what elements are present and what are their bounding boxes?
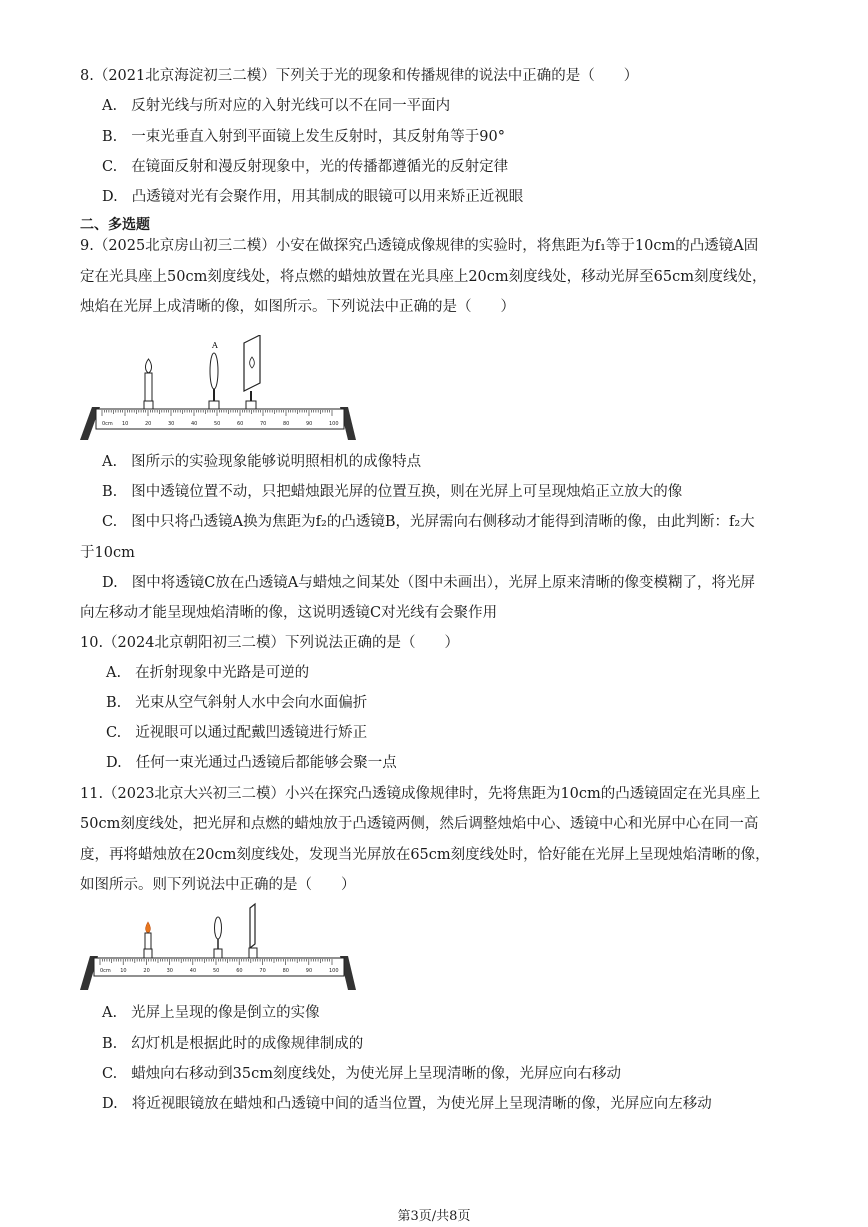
lens-label: A [212,341,218,350]
option-label: B. [106,695,122,711]
q9-stem-line3: 烛焰在光屏上成清晰的像，如图所示。下列说法中正确的是（ ） [80,299,515,315]
option-label: A. [106,665,122,681]
q8-option-b [102,127,505,147]
option-label: C. [102,514,118,530]
ruler-tick-label: 30 [166,968,173,974]
ruler-tick-label: 60 [236,968,243,974]
option-label: C. [102,1066,118,1082]
option-label: A. [102,454,118,470]
q9-stem-line2: 定在光具座上50cm刻度线处，将点燃的蜡烛放置在光具座上20cm刻度线处，移动光屏至65cm刻度线处， [80,269,767,285]
option-label: D. [106,755,122,771]
option-text: 图所示的实验现象能够说明照相机的成像特点 [131,454,422,470]
ruler-tick-label: 100 [329,421,339,427]
q11-stem-line2: 50cm刻度线处，把光屏和点燃的蜡烛放于凸透镜两侧，然后调整烛焰中心、透镜中心和光屏中心在同一高 [80,816,759,832]
ruler-tick-label: 0cm [102,421,113,427]
option-text: 近视眼可以通过配戴凹透镜进行矫正 [135,725,368,741]
q8-option-c [102,157,508,177]
q9-option-d-continued: 向左移动才能呈现烛焰清晰的像，这说明透镜C对光线有会聚作用 [80,605,498,621]
ruler-tick-label: 60 [237,421,244,427]
ruler-tick-label: 50 [213,968,220,974]
q10-option-c [106,723,367,743]
q11-option-a [102,1003,320,1023]
candle [144,922,152,958]
q9-option-c [102,512,755,532]
option-text: 图中将透镜C放在凸透镜A与蜡烛之间某处（图中未画出），光屏上原来清晰的像变模糊了，将光屏 [131,575,756,591]
q8-stem: 8.（2021北京海淀初三二模）下列关于光的现象和传播规律的说法中正确的是（ ） [80,68,639,84]
q10-option-b [106,693,367,713]
option-text: 在镜面反射和漫反射现象中，光的传播都遵循光的反射定律 [131,159,509,175]
q9-optical-bench-diagram [78,335,356,445]
option-text: 图中透镜位置不动，只把蜡烛跟光屏的位置互换，则在光屏上可呈现烛焰正立放大的像 [131,484,683,500]
option-text: 反射光线与所对应的入射光线可以不在同一平面内 [131,98,451,114]
option-text: 幻灯机是根据此时的成像规律制成的 [131,1036,364,1052]
ruler-tick-label: 0cm [100,968,111,974]
q11-optical-bench-diagram [78,900,356,994]
q9-stem-line1: 9.（2025北京房山初三二模）小安在做探究凸透镜成像规律的实验时，将焦距为f₁等于10cm的凸透镜A固 [80,238,759,254]
ruler-tick-label: 80 [283,421,290,427]
option-label: B. [102,1036,118,1052]
option-text: 图中只将凸透镜A换为焦距为f₂的凸透镜B，光屏需向右侧移动才能得到清晰的像，由此判断：f₂大 [131,514,755,530]
ruler-tick-label: 70 [260,421,267,427]
ruler-tick-label: 80 [282,968,289,974]
option-label: C. [106,725,122,741]
page-number: 第3页/共8页 [397,1209,471,1224]
q11-stem-line3: 度，再将蜡烛放在20cm刻度线处，发现当光屏放在65cm刻度线处时，恰好能在光屏上呈现烛焰清晰的像， [80,847,770,863]
option-label: C. [102,159,118,175]
q11-option-c [102,1064,621,1084]
ruler-tick-label: 40 [191,421,198,427]
light-screen [249,904,257,958]
ruler-tick-label: 70 [259,968,266,974]
q10-stem: 10.（2024北京朝阳初三二模）下列说法正确的是（ ） [80,635,459,651]
section-heading: 二、多选题 [80,217,150,233]
q9-option-d [102,573,755,593]
option-label: D. [102,575,118,591]
q9-option-b [102,482,682,502]
ruler-tick-label: 10 [120,968,127,974]
q9-option-a [102,452,421,472]
option-text: 在折射现象中光路是可逆的 [135,665,310,681]
ruler-tick-label: 90 [305,968,313,974]
candle [144,359,153,409]
option-text: 任何一束光通过凸透镜后都能够会聚一点 [135,755,397,771]
option-text: 光束从空气斜射人水中会向水面偏折 [135,695,368,711]
q11-option-d [102,1094,712,1114]
option-text: 将近视眼镜放在蜡烛和凸透镜中间的适当位置，为使光屏上呈现清晰的像，光屏应向左移动 [131,1096,712,1112]
option-text: 一束光垂直入射到平面镜上发生反射时，其反射角等于90° [131,129,505,145]
ruler-tick-label: 50 [214,421,221,427]
ruler-tick-label: 30 [168,421,175,427]
q10-option-d [106,753,397,773]
ruler-tick-label: 40 [189,968,197,974]
ruler-tick-label: 20 [143,968,150,974]
option-text: 蜡烛向右移动到35cm刻度线处，为使光屏上呈现清晰的像，光屏应向右移动 [131,1066,622,1082]
ruler-tick-label: 20 [145,421,152,427]
ruler-tick-label: 10 [122,421,129,427]
option-label: A. [102,98,118,114]
ruler-tick-label: 90 [306,421,313,427]
option-label: D. [102,189,118,205]
q8-option-a [102,96,450,116]
option-label: B. [102,129,118,145]
q11-stem-line4: 如图所示。则下列说法中正确的是（ ） [80,877,356,893]
q10-option-a [106,663,309,683]
light-screen [244,335,260,409]
lens-a [209,341,219,409]
option-text: 凸透镜对光有会聚作用，用其制成的眼镜可以用来矫正近视眼 [131,189,524,205]
q11-stem-line1: 11.（2023北京大兴初三二模）小兴在探究凸透镜成像规律时，先将焦距为10cm的凸透镜固定在光具座上 [80,786,761,802]
ruler-tick-label: 100 [329,968,339,974]
q8-option-d [102,187,523,207]
q9-option-c-continued: 于10cm [80,545,135,561]
option-label: B. [102,484,118,500]
lens [214,917,222,958]
option-label: A. [102,1005,118,1021]
option-label: D. [102,1096,118,1112]
option-text: 光屏上呈现的像是倒立的实像 [131,1005,320,1021]
q11-option-b [102,1034,363,1054]
